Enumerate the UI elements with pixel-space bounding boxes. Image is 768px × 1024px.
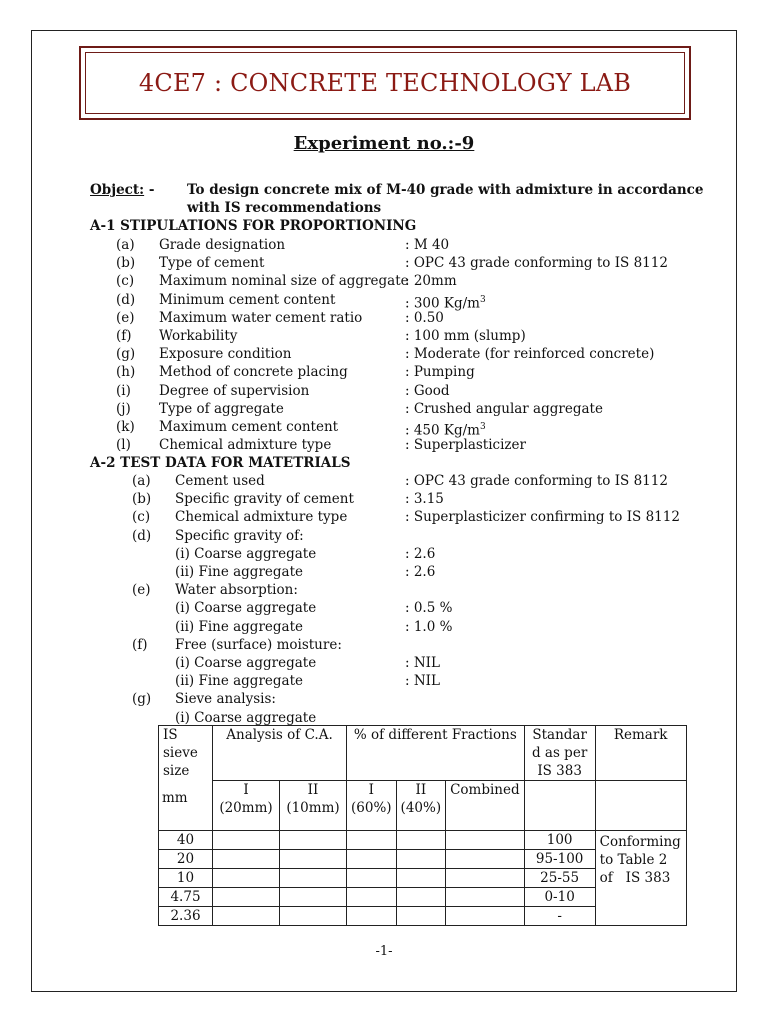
remark-line: Conforming bbox=[599, 834, 681, 850]
a1-item-key: (j) bbox=[116, 400, 131, 417]
empty-cell bbox=[446, 850, 525, 869]
a2-item-label: Cement used bbox=[175, 473, 265, 489]
a1-item-key: (b) bbox=[116, 255, 136, 272]
table-subheader-row bbox=[159, 781, 687, 831]
header-is-mm: mm bbox=[162, 790, 188, 806]
subheader-60pct: (60%) bbox=[351, 800, 392, 816]
header-title: 4CE7 : CONCRETE TECHNOLOGY LAB bbox=[85, 52, 685, 114]
sieve-size-cell: 10 bbox=[159, 869, 213, 888]
sieve-analysis-table bbox=[158, 725, 687, 926]
a1-item-value: : 0.50 bbox=[405, 309, 444, 326]
a2-item-label: (i) Coarse aggregate bbox=[175, 655, 317, 671]
a1-item-label: Exposure condition bbox=[159, 346, 292, 363]
a2-item-label: (ii) Fine aggregate bbox=[175, 564, 303, 580]
table-header-row bbox=[159, 726, 687, 781]
a1-item-label: Degree of supervision bbox=[159, 382, 310, 399]
header-banner bbox=[79, 46, 691, 120]
a1-item-value: : 300 $Kg/m^3$ bbox=[405, 294, 486, 312]
remark-cell bbox=[595, 831, 686, 926]
standard-cell: - bbox=[524, 907, 595, 926]
a2-item-value: : 1.0 % bbox=[405, 618, 453, 635]
header-is-sieve bbox=[159, 726, 213, 831]
a1-item-value: : OPC 43 grade conforming to IS 8112 bbox=[405, 255, 668, 272]
a1-item-value: : M 40 bbox=[405, 237, 450, 253]
a2-item-label: Sieve analysis: bbox=[175, 691, 276, 708]
object-label-group bbox=[90, 181, 154, 199]
a1-item-value: : Crushed angular aggregate bbox=[405, 400, 603, 417]
a1-item-value: : Moderate (for reinforced concrete) bbox=[405, 346, 655, 363]
header-is-line: IS bbox=[163, 727, 178, 743]
a2-item-value: : 2.6 bbox=[405, 545, 436, 562]
table-row bbox=[159, 831, 687, 850]
header-is-line: size bbox=[163, 763, 190, 779]
empty-cell bbox=[280, 831, 347, 850]
a1-item-key: (f) bbox=[116, 328, 132, 344]
standard-cell: 95-100 bbox=[524, 850, 595, 869]
sieve-size-cell: 4.75 bbox=[159, 888, 213, 907]
a1-item-label: Maximum nominal size of aggregate bbox=[159, 273, 409, 290]
a2-item-value: : NIL bbox=[405, 673, 440, 690]
empty-cell bbox=[280, 888, 347, 907]
subheader-40pct: (40%) bbox=[400, 800, 442, 816]
a2-item-value: : 2.6 bbox=[405, 564, 436, 580]
a2-item-key: (c) bbox=[132, 509, 151, 526]
empty-cell bbox=[396, 831, 446, 850]
a1-item-value: : Superplasticizer bbox=[405, 437, 526, 454]
a2-item-key: (f) bbox=[132, 636, 148, 653]
a2-item-label: Water absorption: bbox=[175, 582, 298, 599]
a1-item-label: Minimum cement content bbox=[159, 291, 336, 308]
empty-cell bbox=[347, 888, 397, 907]
experiment-title: Experiment no.:-9 bbox=[293, 133, 475, 154]
empty-cell bbox=[213, 907, 280, 926]
subheader-60 bbox=[347, 781, 397, 831]
a1-item-key: (g) bbox=[116, 346, 136, 363]
a2-item-label: (i) Coarse aggregate bbox=[175, 545, 317, 562]
a1-item-key: (l) bbox=[116, 437, 131, 454]
a1-item-key: (k) bbox=[116, 419, 135, 435]
header-standard-line: Standar bbox=[532, 727, 587, 743]
empty-cell bbox=[396, 869, 446, 888]
a1-item-value: : Pumping bbox=[405, 364, 475, 381]
empty-cell bbox=[446, 907, 525, 926]
a2-item-value: : 0.5 % bbox=[405, 600, 453, 617]
empty-cell bbox=[446, 831, 525, 850]
object-dash: - bbox=[148, 182, 155, 198]
a1-item-sup: 3 bbox=[479, 294, 486, 305]
a1-item-key: (a) bbox=[116, 237, 135, 253]
a1-heading: A-1 STIPULATIONS FOR PROPORTIONING bbox=[90, 218, 417, 234]
header-standard-line: IS 383 bbox=[537, 763, 582, 779]
object-text-2: with IS recommendations bbox=[187, 200, 382, 216]
a1-item-sup: 3 bbox=[479, 422, 486, 432]
page-number: -1- bbox=[375, 944, 393, 959]
sieve-size-cell: 40 bbox=[159, 831, 213, 850]
object-text-1: To design concrete mix of M-40 grade with admixture in accordance bbox=[187, 182, 704, 198]
a2-item-label: Chemical admixture type bbox=[175, 509, 348, 526]
empty-cell bbox=[446, 888, 525, 907]
a2-item-label: Free (surface) moisture: bbox=[175, 636, 342, 653]
a1-item-key: (i) bbox=[116, 382, 131, 399]
a1-item-key: (c) bbox=[116, 273, 135, 290]
empty-cell bbox=[347, 907, 397, 926]
a2-item-value: : NIL bbox=[405, 655, 440, 671]
a1-item-label: Maximum water cement ratio bbox=[159, 309, 363, 326]
empty-cell bbox=[280, 869, 347, 888]
header-fractions: % of different Fractions bbox=[347, 726, 525, 781]
empty-cell bbox=[347, 850, 397, 869]
header-is-line: sieve bbox=[163, 745, 198, 761]
a2-item-label: (i) Coarse aggregate bbox=[175, 709, 317, 726]
subheader-combined: Combined bbox=[446, 781, 525, 831]
a2-item-label: (i) Coarse aggregate bbox=[175, 600, 317, 617]
a1-item-label: Grade designation bbox=[159, 237, 286, 253]
subheader-40 bbox=[396, 781, 446, 831]
object-label: Object: bbox=[90, 182, 145, 198]
empty-cell bbox=[213, 869, 280, 888]
empty-cell bbox=[280, 907, 347, 926]
header-standard bbox=[524, 726, 595, 781]
a2-item-value: : 3.15 bbox=[405, 491, 444, 508]
a2-item-key: (d) bbox=[132, 527, 152, 544]
subheader-ii bbox=[280, 781, 347, 831]
a1-item-value: : 450 $Kg/m^3$ bbox=[405, 422, 486, 439]
a1-item-key: (e) bbox=[116, 309, 135, 326]
a1-item-value: : 100 mm (slump) bbox=[405, 328, 526, 344]
empty-cell bbox=[347, 869, 397, 888]
a1-item-label: Workability bbox=[159, 328, 238, 344]
a2-item-key: (b) bbox=[132, 491, 152, 508]
a1-item-label: Type of cement bbox=[159, 255, 265, 272]
a1-item-label: Chemical admixture type bbox=[159, 437, 332, 454]
a2-item-key: (g) bbox=[132, 691, 152, 708]
empty-cell bbox=[213, 888, 280, 907]
subheader-standard-blank bbox=[524, 781, 595, 831]
header-remark: Remark bbox=[595, 726, 686, 781]
subheader-20mm: (20mm) bbox=[219, 800, 273, 816]
a1-item-value: : 20mm bbox=[405, 273, 457, 290]
a2-item-label: (ii) Fine aggregate bbox=[175, 618, 303, 635]
a1-item-label: Maximum cement content bbox=[159, 419, 339, 435]
subheader-10mm: (10mm) bbox=[286, 800, 340, 816]
a1-item-label: Type of aggregate bbox=[159, 400, 284, 417]
empty-cell bbox=[396, 907, 446, 926]
a2-item-label: Specific gravity of: bbox=[175, 527, 304, 544]
a2-item-value: : OPC 43 grade conforming to IS 8112 bbox=[405, 473, 668, 489]
subheader-i-label: I bbox=[243, 782, 249, 798]
subheader-i bbox=[213, 781, 280, 831]
a2-item-key: (a) bbox=[132, 473, 151, 489]
a1-item-value: : Good bbox=[405, 382, 450, 399]
subheader-ii-label: II bbox=[307, 782, 319, 798]
sieve-size-cell: 2.36 bbox=[159, 907, 213, 926]
standard-cell: 25-55 bbox=[524, 869, 595, 888]
a2-item-label: (ii) Fine aggregate bbox=[175, 673, 303, 690]
empty-cell bbox=[396, 850, 446, 869]
header-standard-line: d as per bbox=[531, 745, 588, 761]
remark-line: to Table 2 bbox=[599, 852, 668, 868]
empty-cell bbox=[213, 831, 280, 850]
header-analysis: Analysis of C.A. bbox=[213, 726, 347, 781]
empty-cell bbox=[280, 850, 347, 869]
standard-cell: 0-10 bbox=[524, 888, 595, 907]
empty-cell bbox=[213, 850, 280, 869]
a1-item-key: (h) bbox=[116, 364, 136, 381]
subheader-i-label: I bbox=[368, 782, 374, 798]
empty-cell bbox=[347, 831, 397, 850]
a1-item-label: Method of concrete placing bbox=[159, 364, 348, 381]
a1-item-key: (d) bbox=[116, 291, 136, 308]
standard-cell: 100 bbox=[524, 831, 595, 850]
sieve-size-cell: 20 bbox=[159, 850, 213, 869]
a2-item-label: Specific gravity of cement bbox=[175, 491, 354, 508]
remark-line: of IS 383 bbox=[599, 870, 671, 886]
a2-heading: A-2 TEST DATA FOR MATETRIALS bbox=[90, 455, 351, 471]
a2-item-value: : Superplasticizer confirming to IS 8112 bbox=[405, 509, 680, 526]
empty-cell bbox=[446, 869, 525, 888]
empty-cell bbox=[396, 888, 446, 907]
a2-item-key: (e) bbox=[132, 582, 151, 599]
subheader-remark-blank bbox=[595, 781, 686, 831]
subheader-ii-label: II bbox=[415, 782, 427, 798]
